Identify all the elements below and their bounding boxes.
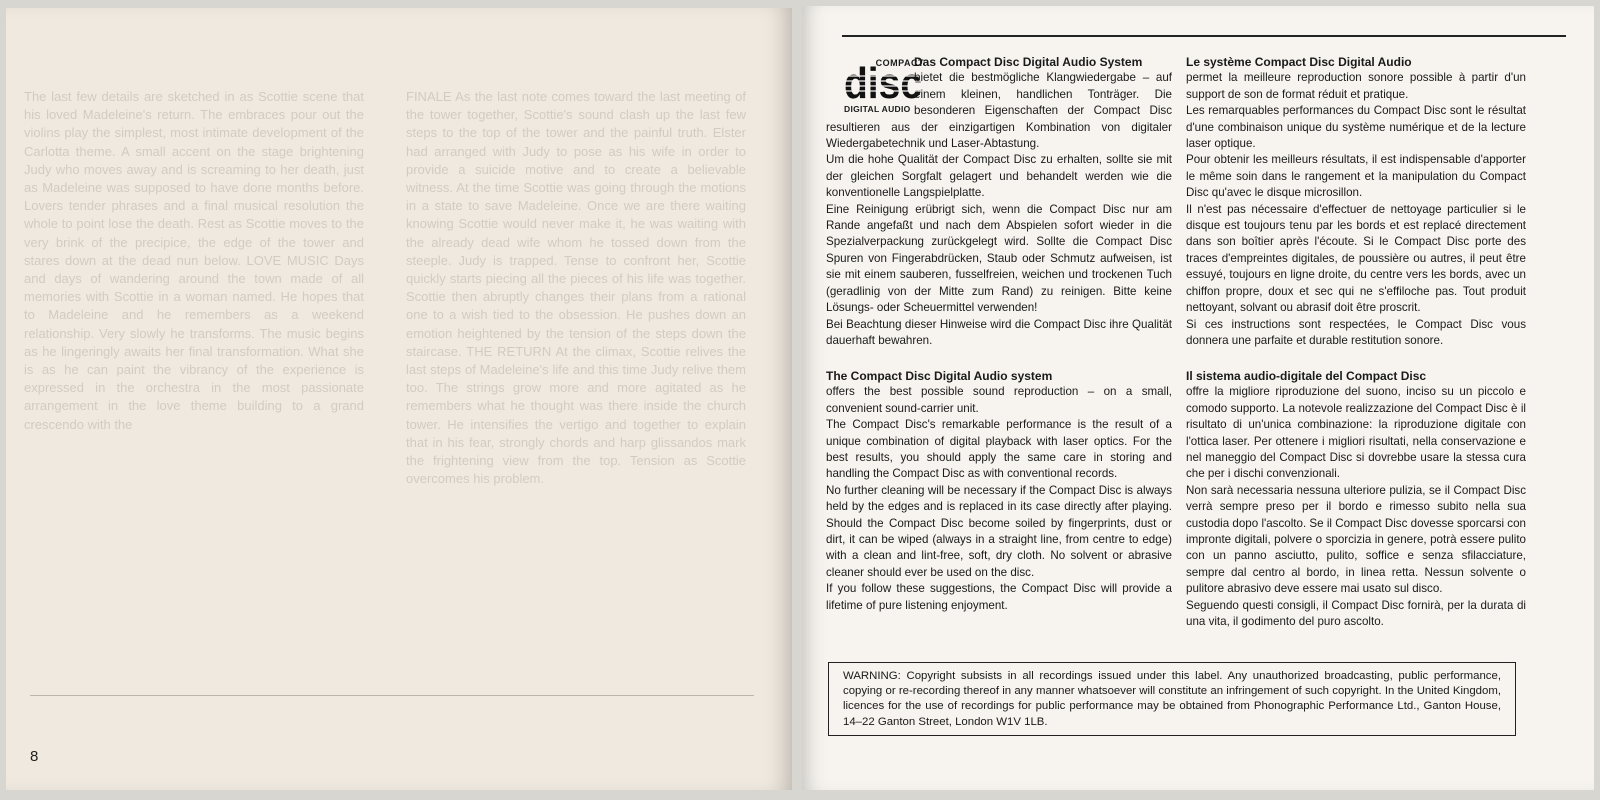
german-paragraph-2: Um die hohe Qualität der Compact Disc zu erhalten, sollte sie mit der gleichen Sorgfalt gelagert und behandelt werden wie die konventionelle Langspielplatte. <box>826 153 1172 200</box>
german-paragraph-4: Bei Beachtung dieser Hinweise wird die Compact Disc ihre Qualität dauerhaft bewahren. <box>826 317 1172 347</box>
english-paragraph-2: The Compact Disc's remarkable performance is the result of a unique combination of digital playback with laser optics. For the best results, you should apply the same care in storing and handling the Compact Disc as with conventional records. <box>826 418 1172 481</box>
english-paragraph-4: If you follow these suggestions, the Compact Disc will provide a lifetime of pure listening enjoyment. <box>826 582 1172 612</box>
logo-digital-audio-text: DIGITAL AUDIO <box>844 104 911 114</box>
english-paragraph-1: offers the best possible sound reproduction – on a small, convenient sound-carrier unit. <box>826 385 1172 415</box>
french-paragraph-2: Les remarquables performances du Compact Disc sont le résultat d'une combinaison unique du système numérique et de la lecture laser optique. <box>1186 104 1526 151</box>
italian-paragraph-1: offre la migliore riproduzione del suono, inciso su un piccolo e comodo supporto. La notevole realizzazione del Compact Disc è il risultato di un'unica combinazione: la riproduzione digitale con l'ottica laser. Per ottenere i migliori risultati, nella conservazione e nel maneggio del Compact Disc si dovrebbe usare la stessa cura che per i dischi convenzionali. <box>1186 385 1526 481</box>
show-through-text-column-1: The last few details are sketched in as Scottie scene that his loved Madeleine's return. The embraces pour out the violins play the simplest, most intimate development of the Carlotta theme. A small accent on the stage brightening Judy who moves away and is screaming to her death, just as Madeleine was supposed to have done months before. Lovers tender phrases and a final musical resolution the whole to point lose the death. Rest as Scottie moves to the very brink of the precipice, the edge of the tower and stares down at the dead nun below. LOVE MUSIC Days and days of wandering around the town made of all memories with Scottie in a woman named. He hopes that to Madeleine and he remembers as a weekend relationship. Very slowly he transforms. The music begins as he lingeringly awaits her final transformation. What she is as he can paint the vibrancy of the experience is expressed in the orchestra in the most passionate arrangement in the love theme building to a grand crescendo with the <box>24 89 364 432</box>
left-page <box>6 8 792 790</box>
french-paragraph-3: Pour obtenir les meilleurs résultats, il est indispensable d'apporter le même soin dans le rangement et la manipulation du Compact Disc qu'avec le disque microsillon. <box>1186 153 1526 200</box>
french-heading: Le système Compact Disc Digital Audio <box>1186 55 1412 69</box>
german-paragraph-3: Eine Reinigung erübrigt sich, wenn die Compact Disc nur am Rande angefaßt und nach dem Abspielen sofort wieder in die Spezialverpackung zurückgelegt wird. Sollte die Compact Disc Spuren von Fingerabdrücken, Staub oder Schmutz aufweisen, ist sie mit einem sauberen, fusselfreien, weichen und trockenen Tuch (geradlinig von der Mitte zum Rand) zu reinigen. Bitte keine Lösungs- oder Scheuermittel verwenden! <box>826 202 1172 315</box>
copyright-warning-box: WARNING: Copyright subsists in all recordings issued under this label. Any unauthorized broadcasting, public performance, copying or re-recording thereof in any manner whatsoever will constitute an infringement of such copyright. In the United Kingdom, licences for the use of recordings for public performance may be obtained from Phonographic Performance Ltd., Ganton House, 14–22 Ganton Street, London W1V 1LB. <box>828 662 1516 736</box>
italian-paragraph-3: Seguendo questi consigli, il Compact Disc fornirà, per la durata di una vita, il godimento del puro ascolto. <box>1186 598 1526 629</box>
english-paragraph-3: No further cleaning will be necessary if the Compact Disc is always held by the edges and is replaced in its case directly after playing. Should the Compact Disc become soiled by fingerprints, dust or dirt, it can be wiped (always in a straight line, from centre to edge) with a clean and lint-free, soft, dry cloth. No solvent or abrasive cleaner should ever be used on the disc. <box>826 483 1172 579</box>
french-section <box>1186 54 1526 349</box>
french-paragraph-1: permet la meilleure reproduction sonore possible à partir d'un support de son de format réduit et pratique. <box>1186 71 1526 101</box>
italian-paragraph-2: Non sarà necessaria nessuna ulteriore pulizia, se il Compact Disc verrà sempre preso per il bordo e rimesso subito nella sua custodia dopo l'ascolto. Se il Compact Disc dovesse sporcarsi con impronte digitali, polvere o sporcizia in genere, potrà essere pulito con un panno asciutto, pulito, soffice e senza sfilacciature, sempre dal centro al bordo, in linea retta. Nessun solvente o pulitore abrasivo deve essere mai usato sul disco. <box>1186 483 1526 596</box>
french-paragraph-4: Il n'est pas nécessaire d'effectuer de nettoyage particulier si le disque est toujours tenu par les bords et est replacé directement dans son boîtier après l'écoute. Si le Compact Disc porte des traces d'empreintes digitales, de poussière ou autres, il peut être essuyé, toujours en ligne droite, du centre vers les bords, avec un chiffon propre, doux et sec qui ne s'effiloche pas. Tout produit nettoyant, solvant ou abrasif doit être proscrit. <box>1186 202 1526 315</box>
bottom-rule <box>30 695 754 696</box>
german-paragraph-1: bietet die bestmögliche Klangwiedergabe – auf einem kleinen, handlichen Tonträger. Die besonderen Eigenschaften der Compact Disc resultieren aus der einzigartigen Kombination von digitaler Wiedergabetechnik und Laser-Abtastung. <box>826 71 1172 151</box>
english-section <box>826 368 1172 614</box>
show-through-text-column-2: FINALE As the last note comes toward the last meeting of the tower together, Scottie's sound clash up the last few steps to the top of the tower and the painful truth. Elster had arranged with Judy to pose as his wife in order to provide a suicide motive and to create a believable witness. At the time Scottie was going through the motions in a state to save Madeleine. Once we are there waiting knowing Scottie would never make it, he was waiting with the already dead wife whom he tossed down from the steeple. Judy is trapped. Tense to confront her, Scottie quickly starts piecing all the pieces of his life was together. Scottie then abruptly changes their plans from a rational one to a wish tied to the obsession. He pushes down an emotion heightened by the tension of the steps down the staircase. THE RETURN At the climax, Scottie relives the last steps of Madeleine's life and this time Judy relive them too. The strings grow more and more agitated as he remembers what he thought was there inside the church tower. He intensifies the vertigo and together to explain that in his fear, strongly chords and harp glissandos mark the frightening view from the top. Tension as Scottie overcomes his problem. <box>406 89 746 487</box>
italian-heading: Il sistema audio-digitale del Compact Disc <box>1186 369 1427 383</box>
italian-section <box>1186 368 1526 631</box>
right-page <box>802 6 1594 790</box>
german-section <box>826 54 1172 349</box>
top-rule <box>842 35 1566 37</box>
french-paragraph-5: Si ces instructions sont respectées, le Compact Disc vous donnera une parfaite et durable restitution sonore. <box>1186 317 1526 347</box>
logo-disc-text: disc <box>844 62 922 102</box>
english-heading: The Compact Disc Digital Audio system <box>826 369 1053 383</box>
logo-compact-text: COMPACT <box>875 58 924 68</box>
page-number: 8 <box>30 748 39 765</box>
german-heading: Das Compact Disc Digital Audio System <box>914 55 1143 69</box>
